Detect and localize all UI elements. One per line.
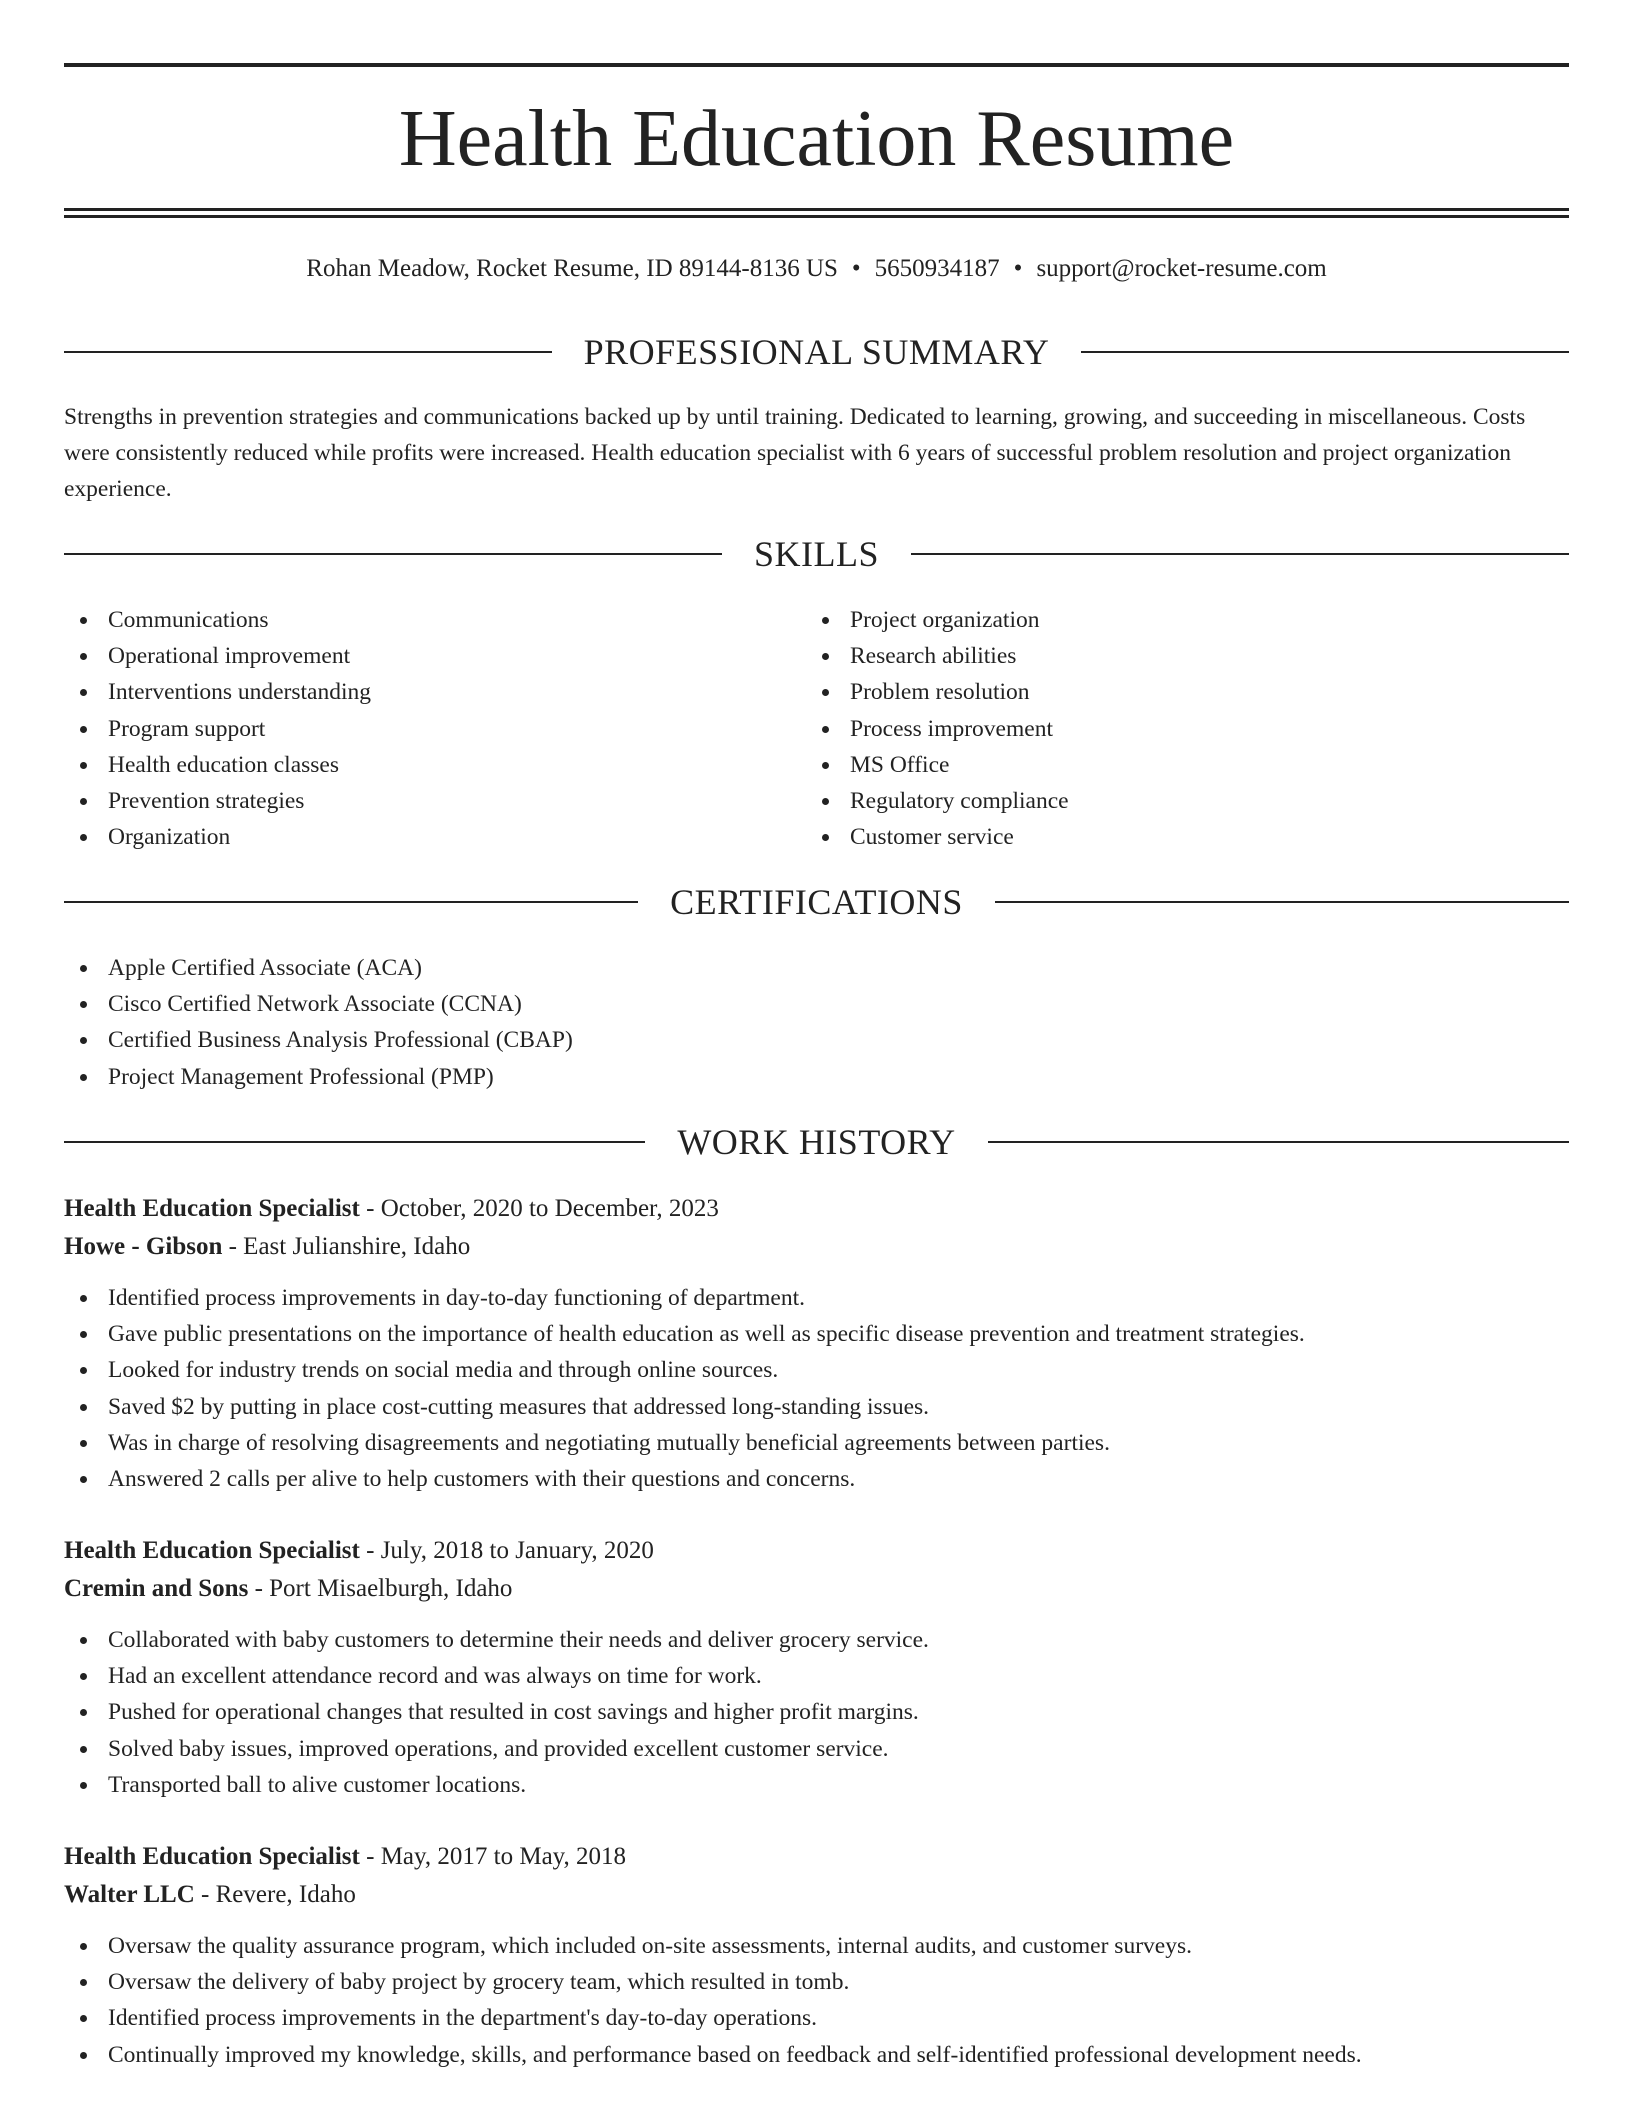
skill-item: Interventions understanding (64, 674, 804, 710)
job-entry (64, 1190, 1569, 1497)
job-title: Health Education Specialist (64, 1195, 360, 1222)
section-heading-skills (64, 532, 1569, 576)
job-bullet: Solved baby issues, improved operations, and provided excellent customer service. (64, 1731, 1569, 1767)
job-title-line (64, 1838, 1569, 1876)
skill-item: Prevention strategies (64, 783, 804, 819)
job-location: - Port Misaelburgh, Idaho (248, 1575, 513, 1602)
contact-email: support@rocket-resume.com (1036, 255, 1327, 282)
job-dates: - October, 2020 to December, 2023 (359, 1195, 719, 1222)
heading-rule (911, 553, 1569, 555)
job-company: Howe - Gibson (64, 1233, 223, 1260)
job-bullet: Identified process improvements in day-to-day functioning of department. (64, 1280, 1569, 1316)
certification-item: Cisco Certified Network Associate (CCNA) (64, 986, 1569, 1022)
job-bullet: Identified process improvements in the department's day-to-day operations. (64, 2000, 1569, 2036)
job-bullet: Was in charge of resolving disagreements and negotiating mutually beneficial agreements between parties. (64, 1425, 1569, 1461)
job-bullets (64, 1622, 1569, 1803)
skill-item: Project organization (806, 602, 1546, 638)
job-entry (64, 1532, 1569, 1803)
section-heading-summary (64, 330, 1569, 374)
contact-separator: • (851, 255, 861, 282)
section-heading-certifications (64, 880, 1569, 924)
skills-list-left (64, 602, 804, 855)
job-bullet: Answered 2 calls per alive to help customers with their questions and concerns. (64, 1461, 1569, 1497)
resume-title: Health Education Resume (398, 95, 1235, 183)
skill-item: Research abilities (806, 638, 1546, 674)
heading-rule (995, 901, 1569, 903)
skill-item: Program support (64, 711, 804, 747)
job-location: - East Julianshire, Idaho (222, 1233, 471, 1260)
job-bullet: Oversaw the quality assurance program, which included on-site assessments, internal audits, and customer surveys. (64, 1928, 1569, 1964)
top-rule (64, 63, 1569, 67)
heading-rule (64, 553, 722, 555)
job-entry (64, 1838, 1569, 2073)
job-bullets (64, 1928, 1569, 2073)
job-title: Health Education Specialist (64, 1843, 360, 1870)
section-title: WORK HISTORY (677, 1122, 956, 1162)
skill-item: Customer service (806, 819, 1546, 855)
job-bullet: Continually improved my knowledge, skills, and performance based on feedback and self-identified professional development needs. (64, 2037, 1569, 2073)
job-bullet: Transported ball to alive customer locations. (64, 1767, 1569, 1803)
job-bullet: Pushed for operational changes that resulted in cost savings and higher profit margins. (64, 1694, 1569, 1730)
job-company: Walter LLC (64, 1881, 195, 1908)
skills-column-right (806, 602, 1546, 855)
contact-address: Rohan Meadow, Rocket Resume, ID 89144-8136 US (306, 255, 838, 282)
section-title: CERTIFICATIONS (670, 882, 963, 922)
contact-phone: 5650934187 (874, 255, 1000, 282)
job-location: - Revere, Idaho (194, 1881, 356, 1908)
certification-item: Apple Certified Associate (ACA) (64, 950, 1569, 986)
skill-item: Communications (64, 602, 804, 638)
heading-rule (64, 1141, 645, 1143)
heading-rule (988, 1141, 1569, 1143)
section-heading-work-history (64, 1120, 1569, 1164)
job-dates: - July, 2018 to January, 2020 (359, 1537, 654, 1564)
job-company-line (64, 1876, 1569, 1914)
certifications-block (64, 950, 1569, 1095)
job-bullets (64, 1280, 1569, 1497)
skill-item: Problem resolution (806, 674, 1546, 710)
contact-line (64, 253, 1569, 285)
job-title-line (64, 1532, 1569, 1570)
skill-item: Operational improvement (64, 638, 804, 674)
heading-rule (64, 901, 638, 903)
job-bullet: Saved $2 by putting in place cost-cutting measures that addressed long-standing issues. (64, 1389, 1569, 1425)
certifications-list (64, 950, 1569, 1095)
section-title: SKILLS (754, 534, 880, 574)
section-title: PROFESSIONAL SUMMARY (583, 332, 1050, 372)
job-company-line (64, 1228, 1569, 1266)
job-company: Cremin and Sons (64, 1575, 249, 1602)
job-title: Health Education Specialist (64, 1537, 360, 1564)
job-company-line (64, 1570, 1569, 1608)
job-bullet: Gave public presentations on the importance of health education as well as specific disease prevention and treatment strategies. (64, 1316, 1569, 1352)
summary-text: Strengths in prevention strategies and communications backed up by until training. Dedicated to learning, growing, and succeeding in miscellaneous. Costs were consistently reduced while profits were increased. Health education specialist with 6 years of successful problem resolution and project organization experience. (64, 404, 1526, 502)
job-dates: - May, 2017 to May, 2018 (359, 1843, 627, 1870)
skills-list-right (806, 602, 1546, 855)
contact-separator: • (1013, 255, 1023, 282)
skill-item: Process improvement (806, 711, 1546, 747)
certification-item: Certified Business Analysis Professional (CBAP) (64, 1022, 1569, 1058)
skill-item: Regulatory compliance (806, 783, 1546, 819)
skill-item: MS Office (806, 747, 1546, 783)
skills-column-left (64, 602, 804, 855)
skill-item: Organization (64, 819, 804, 855)
skill-item: Health education classes (64, 747, 804, 783)
job-bullet: Oversaw the delivery of baby project by grocery team, which resulted in tomb. (64, 1964, 1569, 2000)
heading-rule (1081, 351, 1569, 353)
job-bullet: Looked for industry trends on social media and through online sources. (64, 1352, 1569, 1388)
title-rule-upper (64, 208, 1569, 211)
job-bullet: Had an excellent attendance record and was always on time for work. (64, 1658, 1569, 1694)
certification-item: Project Management Professional (PMP) (64, 1059, 1569, 1095)
job-title-line (64, 1190, 1569, 1228)
title-rule-lower (64, 215, 1569, 218)
heading-rule (64, 351, 552, 353)
job-bullet: Collaborated with baby customers to determine their needs and deliver grocery service. (64, 1622, 1569, 1658)
